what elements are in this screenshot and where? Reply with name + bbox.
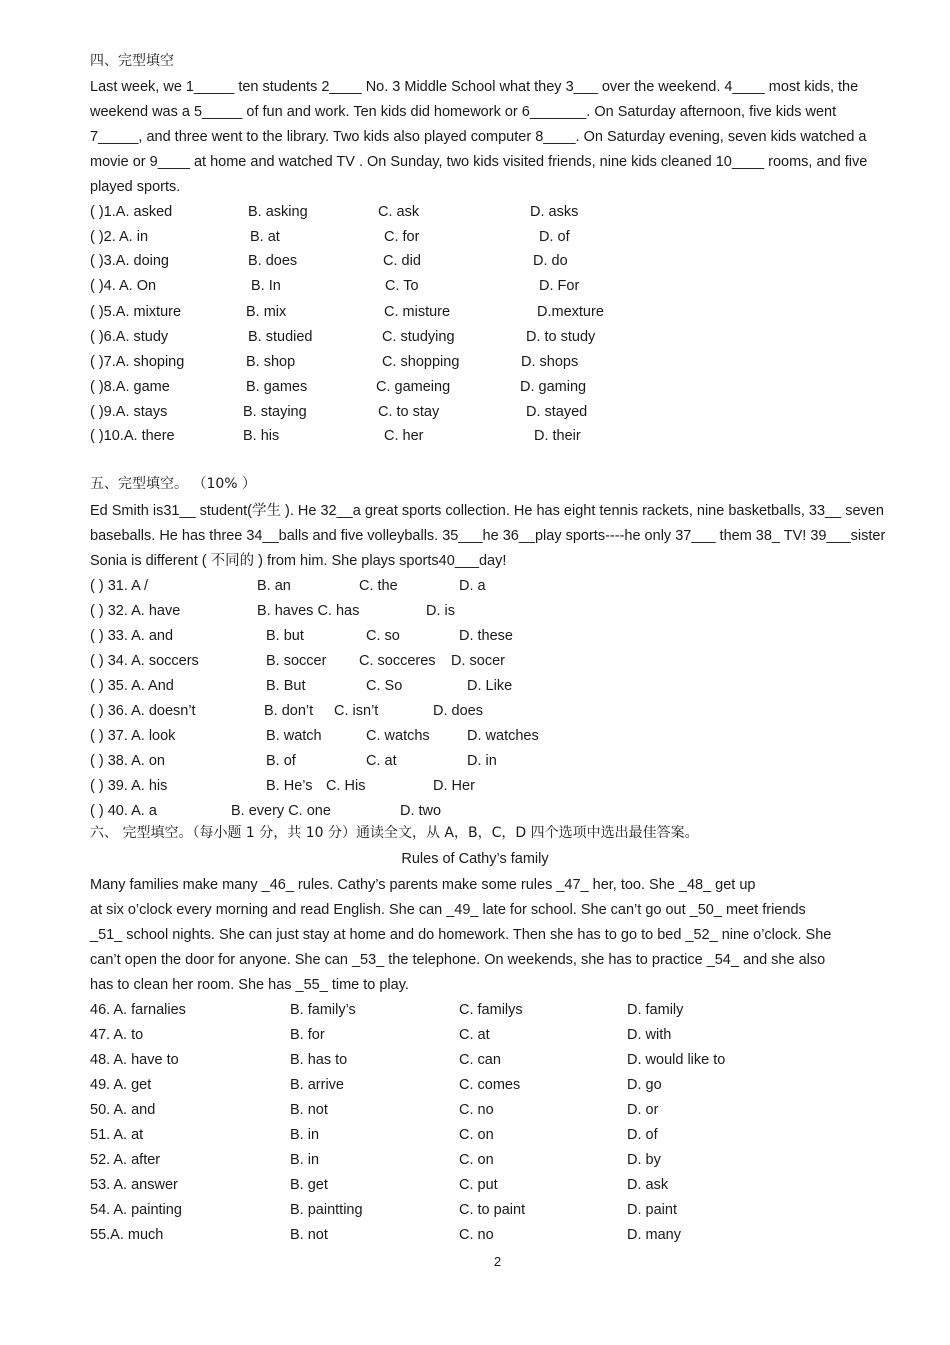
option-d: D. Her	[433, 778, 475, 794]
option-b: B. not	[290, 1227, 328, 1243]
option-b: B. asking	[248, 204, 308, 220]
question-option-a: ( ) 33. A. and	[90, 628, 174, 644]
option-b: B. paintting	[290, 1202, 363, 1218]
option-d: D. gaming	[520, 379, 587, 395]
option-b: B. He’s	[266, 778, 313, 794]
option-c: C. so	[366, 628, 400, 644]
passage-line: played sports.	[90, 179, 181, 195]
question-option-a: ( )10.A. there	[90, 428, 175, 444]
option-c: C. no	[459, 1102, 494, 1118]
option-c: C. on	[459, 1127, 494, 1143]
option-b: B. studied	[248, 329, 313, 345]
option-d: D.mexture	[537, 304, 604, 320]
option-b: B. does	[248, 253, 298, 269]
passage-line: Ed Smith is31__ student(学生 ). He 32__a great sports collection. He has eight tennis rackets, nine basketballs, 33__ seven	[90, 503, 884, 519]
option-c: C. socceres	[359, 653, 436, 669]
option-c: C. put	[459, 1177, 498, 1193]
question-option-a: ( )4. A. On	[90, 278, 157, 294]
option-c: C. her	[384, 428, 424, 444]
option-c: C. gameing	[376, 379, 451, 395]
option-b: B. shop	[246, 354, 296, 370]
option-b: B. family’s	[290, 1002, 356, 1018]
option-d: D. For	[539, 278, 580, 294]
passage-line: can’t open the door for anyone. She can _53_ the telephone. On weekends, she has to practice _54_ and she also	[90, 952, 826, 968]
option-b: B. arrive	[290, 1077, 344, 1093]
option-b: B. haves C. has	[257, 603, 360, 619]
option-c: C. at	[459, 1027, 490, 1043]
question-option-a: ( ) 38. A. on	[90, 753, 165, 769]
option-d: D. of	[627, 1127, 658, 1143]
question-option-a: ( )5.A. mixture	[90, 304, 182, 320]
option-d: D. in	[467, 753, 497, 769]
passage-line: Many families make many _46_ rules. Cathy’s parents make some rules _47_ her, too. She _48_ get up	[90, 877, 756, 893]
option-d: D. family	[627, 1002, 684, 1018]
option-d: D. paint	[627, 1202, 677, 1218]
option-c: C. watchs	[366, 728, 430, 744]
option-c: C. shopping	[382, 354, 460, 370]
question-option-a: 47. A. to	[90, 1027, 144, 1043]
passage-title: Rules of Cathy’s family	[401, 851, 549, 867]
passage-line: baseballs. He has three 34__balls and five volleyballs. 35___he 36__play sports----he only 37___ them 38_ TV! 39___sister	[90, 528, 886, 544]
option-d: D. their	[534, 428, 581, 444]
option-d: D. of	[539, 229, 570, 245]
option-d: D. watches	[467, 728, 539, 744]
question-option-a: ( ) 40. A. a	[90, 803, 157, 819]
question-option-a: ( )6.A. study	[90, 329, 169, 345]
option-d: D. socer	[451, 653, 505, 669]
question-option-a: ( )8.A. game	[90, 379, 170, 395]
option-c: C. To	[385, 278, 419, 294]
option-c: C. studying	[382, 329, 455, 345]
option-d: D. does	[433, 703, 483, 719]
question-option-a: 50. A. and	[90, 1102, 156, 1118]
question-option-a: 48. A. have to	[90, 1052, 179, 1068]
page-number: 2	[493, 1254, 502, 1269]
option-c: C. the	[359, 578, 398, 594]
option-d: D. a	[459, 578, 486, 594]
option-c: C. comes	[459, 1077, 521, 1093]
question-option-a: ( ) 37. A. look	[90, 728, 176, 744]
question-option-a: ( )9.A. stays	[90, 404, 168, 420]
option-b: B. mix	[246, 304, 287, 320]
option-d: D. with	[627, 1027, 672, 1043]
option-c: C. for	[384, 229, 420, 245]
question-option-a: 53. A. answer	[90, 1177, 178, 1193]
option-b: B. staying	[243, 404, 307, 420]
option-c: C. isn’t	[334, 703, 379, 719]
question-option-a: ( )7.A. shoping	[90, 354, 185, 370]
option-d: D. asks	[530, 204, 579, 220]
section4-heading: 四、完型填空	[90, 53, 174, 69]
option-d: D. stayed	[526, 404, 588, 420]
option-c: C. misture	[384, 304, 451, 320]
option-b: B. his	[243, 428, 280, 444]
question-option-a: ( )3.A. doing	[90, 253, 169, 269]
option-b: B. soccer	[266, 653, 327, 669]
passage-line: 7_____, and three went to the library. Two kids also played computer 8____. On Saturday evening, seven kids watched a	[90, 129, 867, 145]
passage-line: at six o’clock every morning and read English. She can _49_ late for school. She can’t go out _50_ meet friends	[90, 902, 806, 918]
question-option-a: ( ) 31. A /	[90, 578, 149, 594]
section5-heading: 五、完型填空。 （10% ）	[90, 476, 257, 492]
option-b: B. don’t	[264, 703, 314, 719]
question-option-a: 49. A. get	[90, 1077, 152, 1093]
option-b: B. for	[290, 1027, 325, 1043]
option-d: D. is	[426, 603, 455, 619]
option-c: C. at	[366, 753, 397, 769]
option-b: B. get	[290, 1177, 328, 1193]
option-b: B. has to	[290, 1052, 348, 1068]
option-d: D. many	[627, 1227, 681, 1243]
question-option-a: 46. A. farnalies	[90, 1002, 186, 1018]
question-option-a: ( ) 36. A. doesn’t	[90, 703, 196, 719]
option-b: B. an	[257, 578, 291, 594]
passage-line: has to clean her room. She has _55_ time to play.	[90, 977, 409, 993]
option-b: B. of	[266, 753, 296, 769]
question-option-a: 55.A. much	[90, 1227, 164, 1243]
option-c: C. no	[459, 1227, 494, 1243]
question-option-a: ( ) 39. A. his	[90, 778, 168, 794]
option-c: C. His	[326, 778, 366, 794]
option-c: C. familys	[459, 1002, 523, 1018]
question-option-a: ( )1.A. asked	[90, 204, 173, 220]
option-c: C. ask	[378, 204, 420, 220]
option-b: B. in	[290, 1152, 320, 1168]
option-b: B. games	[246, 379, 308, 395]
passage-line: _51_ school nights. She can just stay at home and do homework. Then she has to go to bed _52_ nine o’clock. She	[90, 927, 832, 943]
option-d: D. or	[627, 1102, 659, 1118]
question-option-a: 54. A. painting	[90, 1202, 182, 1218]
option-c: C. to stay	[378, 404, 440, 420]
passage-line: Last week, we 1_____ ten students 2____ No. 3 Middle School what they 3___ over the weekend. 4____ most kids, the	[90, 79, 859, 95]
option-b: B. but	[266, 628, 304, 644]
passage-line: Sonia is different ( 不同的 ) from him. She plays sports40___day!	[90, 553, 507, 569]
passage-line: movie or 9____ at home and watched TV . On Sunday, two kids visited friends, nine kids cleaned 10____ rooms, and five	[90, 154, 868, 170]
question-option-a: 52. A. after	[90, 1152, 161, 1168]
section6-heading: 六、 完型填空。（每小题 1 分，共 10 分）通读全文，从 A，B，C，D 四个选项中选出最佳答案。	[90, 825, 699, 841]
option-c: C. did	[383, 253, 421, 269]
option-b: B. every C. one	[231, 803, 331, 819]
option-d: D. shops	[521, 354, 579, 370]
question-option-a: ( ) 32. A. have	[90, 603, 181, 619]
option-b: B. watch	[266, 728, 322, 744]
question-option-a: ( ) 34. A. soccers	[90, 653, 199, 669]
option-d: D. Like	[467, 678, 513, 694]
question-option-a: 51. A. at	[90, 1127, 144, 1143]
option-d: D. these	[459, 628, 513, 644]
option-c: C. to paint	[459, 1202, 526, 1218]
option-c: C. can	[459, 1052, 501, 1068]
option-c: C. So	[366, 678, 403, 694]
option-b: B. at	[250, 229, 280, 245]
option-d: D. two	[400, 803, 442, 819]
passage-line: weekend was a 5_____ of fun and work. Ten kids did homework or 6_______. On Saturday afternoon, five kids went	[90, 104, 837, 120]
option-d: D. ask	[627, 1177, 669, 1193]
option-d: D. to study	[526, 329, 596, 345]
question-option-a: ( ) 35. A. And	[90, 678, 174, 694]
question-option-a: ( )2. A. in	[90, 229, 149, 245]
option-d: D. by	[627, 1152, 661, 1168]
option-c: C. on	[459, 1152, 494, 1168]
option-b: B. not	[290, 1102, 328, 1118]
option-d: D. go	[627, 1077, 662, 1093]
option-b: B. in	[290, 1127, 320, 1143]
option-d: D. would like to	[627, 1052, 726, 1068]
option-b: B. In	[251, 278, 281, 294]
option-d: D. do	[533, 253, 568, 269]
option-b: B. But	[266, 678, 306, 694]
